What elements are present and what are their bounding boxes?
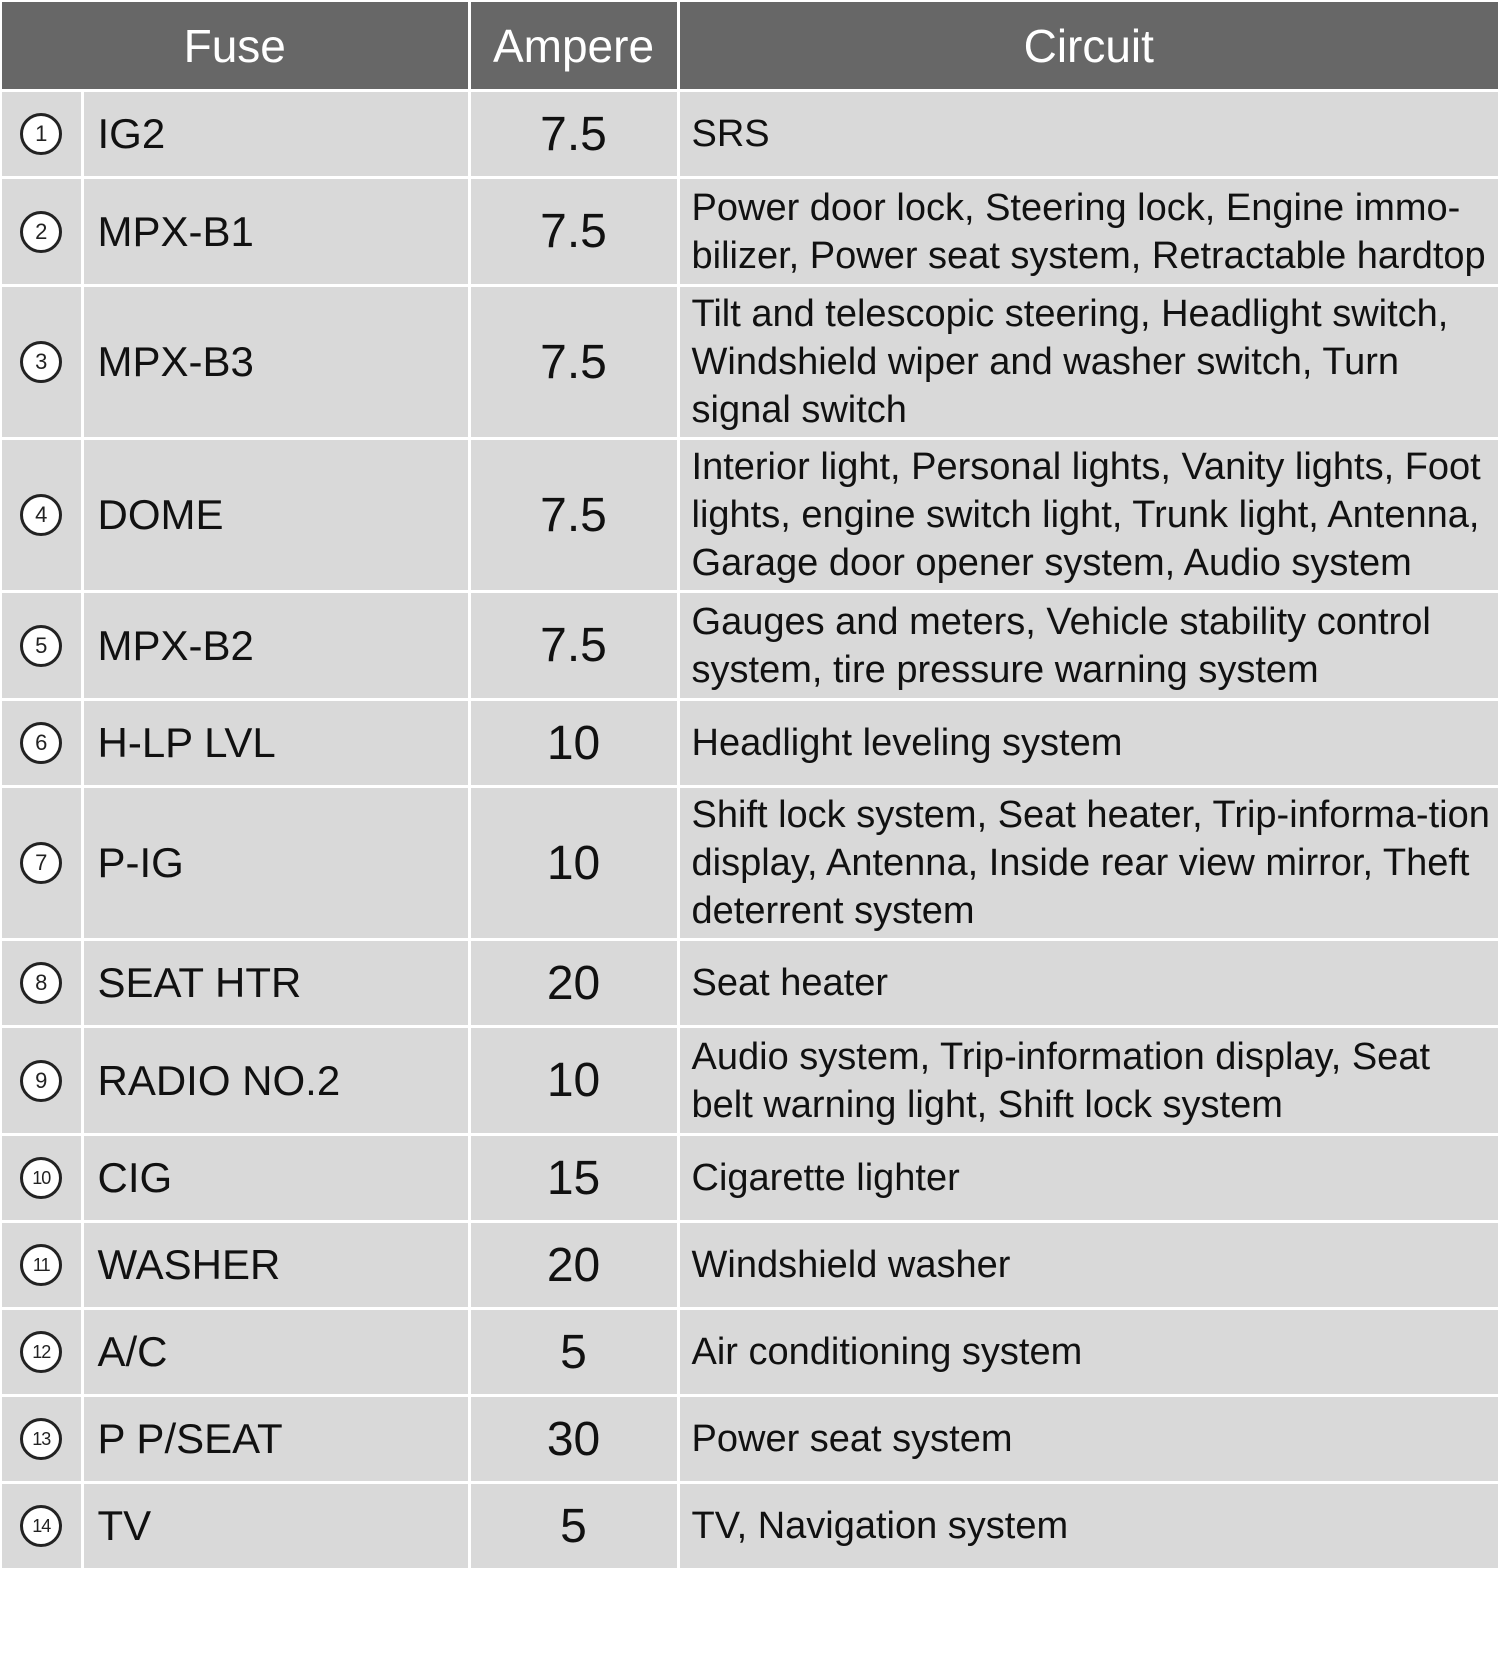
fuse-number-cell: [2, 787, 82, 940]
circled-number-badge: 3: [20, 341, 62, 383]
fuse-name: TV: [82, 1483, 469, 1570]
fuse-circuit: Cigarette lighter: [678, 1135, 1498, 1222]
fuse-circuit: Audio system, Trip-information display, Seat belt warning light, Shift lock system: [678, 1027, 1498, 1135]
fuse-ampere: 7.5: [469, 178, 678, 286]
fuse-name: MPX-B1: [82, 178, 469, 286]
circled-number-badge: 5: [20, 625, 62, 667]
fuse-name: DOME: [82, 439, 469, 592]
table-row: [2, 1222, 1498, 1309]
circled-number-badge: 14: [20, 1505, 62, 1547]
fuse-name: P-IG: [82, 787, 469, 940]
circled-number-badge: 6: [20, 722, 62, 764]
header-fuse: Fuse: [2, 2, 469, 91]
fuse-number-cell: [2, 1135, 82, 1222]
fuse-ampere: 7.5: [469, 286, 678, 439]
fuse-name: WASHER: [82, 1222, 469, 1309]
fuse-number-cell: [2, 178, 82, 286]
table-row: [2, 178, 1498, 286]
fuse-ampere: 7.5: [469, 592, 678, 700]
fuse-ampere: 10: [469, 787, 678, 940]
fuse-circuit: Headlight leveling system: [678, 700, 1498, 787]
fuse-name: IG2: [82, 91, 469, 178]
fuse-circuit: SRS: [678, 91, 1498, 178]
circled-number-badge: 2: [20, 211, 62, 253]
fuse-name: MPX-B2: [82, 592, 469, 700]
fuse-number-cell: [2, 1396, 82, 1483]
fuse-ampere: 5: [469, 1309, 678, 1396]
table-header: [2, 2, 1498, 91]
circled-number-badge: 11: [20, 1244, 62, 1286]
circled-number-badge: 8: [20, 962, 62, 1004]
table-row: [2, 1135, 1498, 1222]
fuse-circuit: Windshield washer: [678, 1222, 1498, 1309]
fuse-ampere: 7.5: [469, 91, 678, 178]
table-row: [2, 592, 1498, 700]
table-row: [2, 1027, 1498, 1135]
fuse-circuit: Interior light, Personal lights, Vanity lights, Foot lights, engine switch light, Trunk light, Antenna, Garage door opener system, Audio system: [678, 439, 1498, 592]
fuse-circuit: Power seat system: [678, 1396, 1498, 1483]
fuse-name: A/C: [82, 1309, 469, 1396]
table-row: [2, 286, 1498, 439]
circled-number-badge: 10: [20, 1157, 62, 1199]
header-circuit: Circuit: [678, 2, 1498, 91]
fuse-name: SEAT HTR: [82, 940, 469, 1027]
circled-number-badge: 12: [20, 1331, 62, 1373]
fuse-table: [2, 2, 1498, 1571]
table-row: [2, 439, 1498, 592]
fuse-ampere: 15: [469, 1135, 678, 1222]
fuse-number-cell: [2, 1027, 82, 1135]
fuse-circuit: Tilt and telescopic steering, Headlight switch, Windshield wiper and washer switch, Turn signal switch: [678, 286, 1498, 439]
fuse-name: H-LP LVL: [82, 700, 469, 787]
fuse-number-cell: [2, 1309, 82, 1396]
fuse-circuit: TV, Navigation system: [678, 1483, 1498, 1570]
fuse-name: CIG: [82, 1135, 469, 1222]
fuse-number-cell: [2, 592, 82, 700]
fuse-name: RADIO NO.2: [82, 1027, 469, 1135]
fuse-ampere: 5: [469, 1483, 678, 1570]
circled-number-badge: 7: [20, 842, 62, 884]
fuse-circuit: Air conditioning system: [678, 1309, 1498, 1396]
fuse-ampere: 7.5: [469, 439, 678, 592]
table-row: [2, 940, 1498, 1027]
table-row: [2, 700, 1498, 787]
table-row: [2, 787, 1498, 940]
fuse-number-cell: [2, 91, 82, 178]
fuse-number-cell: [2, 940, 82, 1027]
table-row: [2, 1396, 1498, 1483]
fuse-ampere: 20: [469, 940, 678, 1027]
table-row: [2, 91, 1498, 178]
circled-number-badge: 13: [20, 1418, 62, 1460]
circled-number-badge: 9: [20, 1060, 62, 1102]
circled-number-badge: 1: [20, 113, 62, 155]
fuse-name: P P/SEAT: [82, 1396, 469, 1483]
fuse-number-cell: [2, 1483, 82, 1570]
table-row: [2, 1483, 1498, 1570]
fuse-number-cell: [2, 439, 82, 592]
table-row: [2, 1309, 1498, 1396]
fuse-ampere: 10: [469, 700, 678, 787]
header-row: [2, 2, 1498, 91]
fuse-ampere: 20: [469, 1222, 678, 1309]
fuse-name: MPX-B3: [82, 286, 469, 439]
fuse-ampere: 30: [469, 1396, 678, 1483]
circled-number-badge: 4: [20, 494, 62, 536]
fuse-ampere: 10: [469, 1027, 678, 1135]
fuse-circuit: Gauges and meters, Vehicle stability control system, tire pressure warning system: [678, 592, 1498, 700]
fuse-number-cell: [2, 700, 82, 787]
header-ampere: Ampere: [469, 2, 678, 91]
fuse-number-cell: [2, 286, 82, 439]
fuse-circuit: Power door lock, Steering lock, Engine immo-bilizer, Power seat system, Retractable hardtop: [678, 178, 1498, 286]
fuse-number-cell: [2, 1222, 82, 1309]
fuse-circuit: Shift lock system, Seat heater, Trip-informa-tion display, Antenna, Inside rear view mirror, Theft deterrent system: [678, 787, 1498, 940]
fuse-circuit: Seat heater: [678, 940, 1498, 1027]
table-body: [2, 91, 1498, 1570]
